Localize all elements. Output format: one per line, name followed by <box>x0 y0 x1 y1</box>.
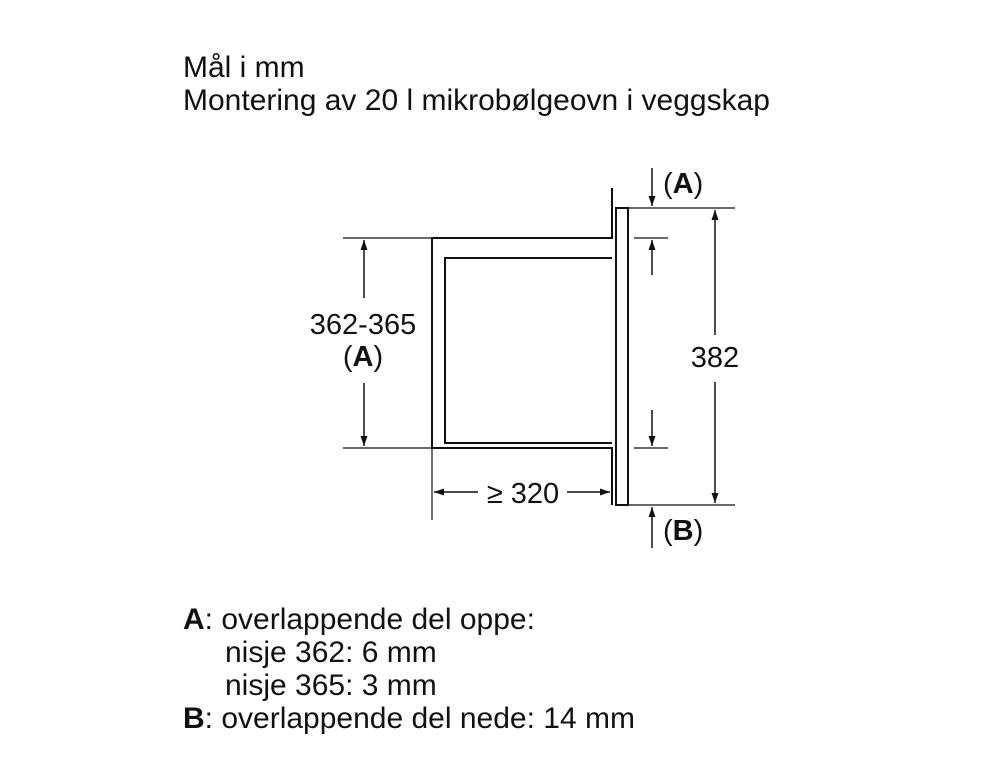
legend-item-b <box>183 702 635 735</box>
microwave-body <box>445 258 612 443</box>
main-title: Montering av 20 l mikrobølgeovn i veggskap <box>183 84 770 117</box>
legend-text-a: : overlappende del oppe: <box>204 603 535 636</box>
cabinet-outline <box>432 188 612 505</box>
legend-key-b: B <box>183 702 205 735</box>
front-panel <box>616 208 628 505</box>
legend-line: nisje 362: 6 mm <box>225 636 437 669</box>
height-label: 362-365 <box>309 309 417 341</box>
depth-label: ≥ 320 <box>486 478 560 510</box>
top-marker: (A) <box>663 168 704 200</box>
legend-text-b: : overlappende del nede: 14 mm <box>204 702 635 735</box>
legend-key-a: A <box>183 603 205 636</box>
height-note: (A) <box>342 341 384 373</box>
bottom-marker: (B) <box>663 515 704 547</box>
legend-item-a <box>183 603 635 636</box>
legend <box>183 603 635 735</box>
total-height-label: 382 <box>690 342 740 374</box>
units-title: Mål i mm <box>183 51 305 84</box>
legend-line: nisje 365: 3 mm <box>225 669 437 702</box>
